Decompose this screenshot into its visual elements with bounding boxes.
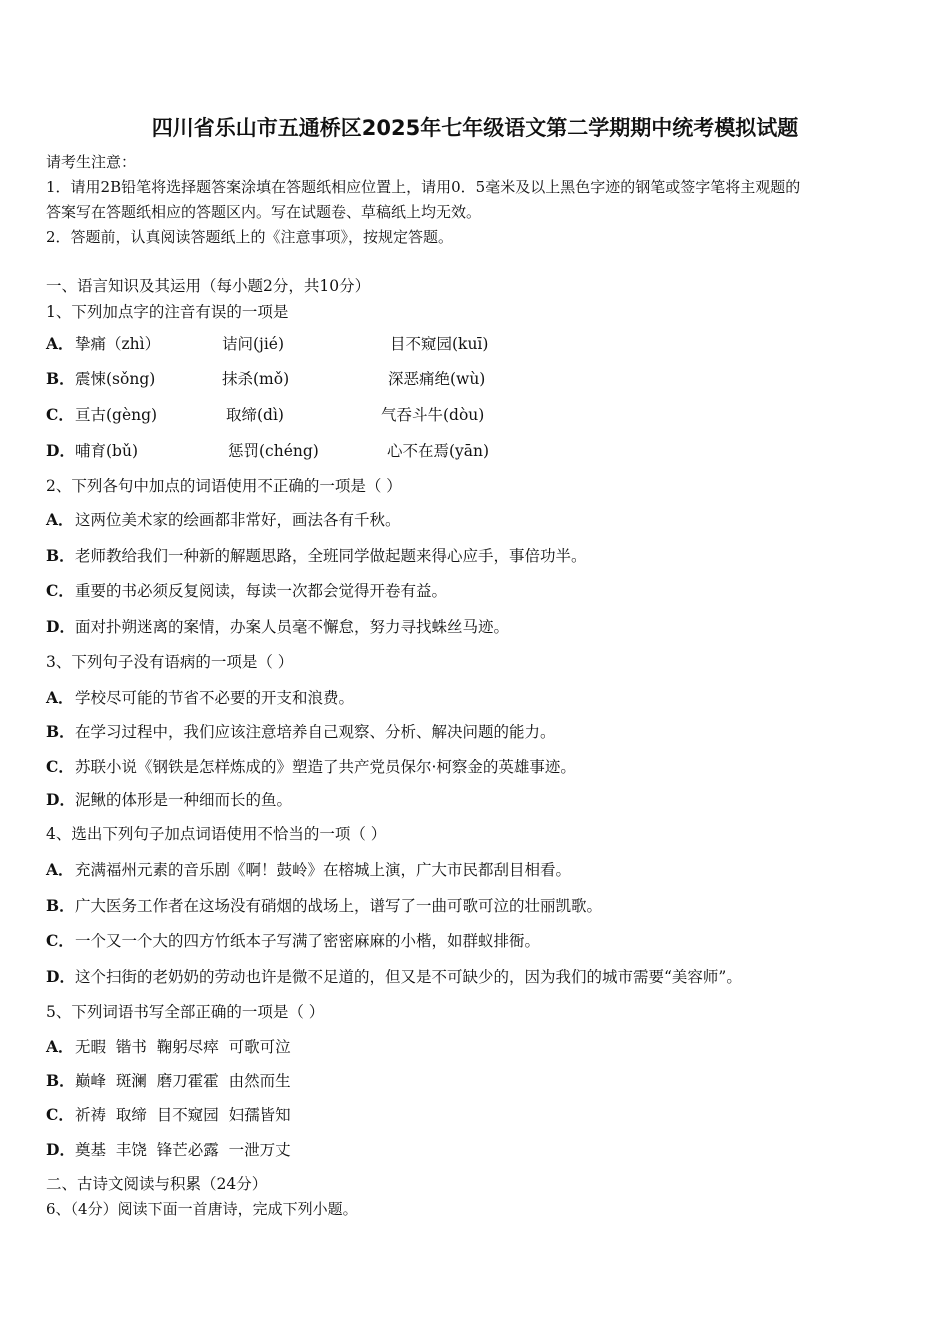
- option-a-word-3: 目不窥园(kuī): [390, 335, 489, 353]
- option-letter: A．: [46, 860, 74, 879]
- question-4-option-c: [46, 931, 540, 951]
- option-letter: B．: [46, 896, 75, 915]
- notice-item-1-line-2: 答案写在答题纸相应的答题区内。写在试题卷、草稿纸上均无效。: [46, 203, 482, 221]
- page-title: 四川省乐山市五通桥区2025年七年级语文第二学期期中统考模拟试题: [151, 116, 799, 140]
- question-4-option-d: [46, 967, 742, 987]
- option-letter: D．: [46, 967, 75, 986]
- question-2-option-b: [46, 546, 587, 566]
- option-letter: A．: [46, 334, 74, 353]
- question-1-option-c: [46, 405, 157, 425]
- option-text: 充满福州元素的音乐剧《啊！鼓岭》在榕城上演，广大市民都刮目相看。: [75, 861, 572, 879]
- question-3-option-d: [46, 790, 292, 810]
- option-c-word-3: 气吞斗牛(dòu): [381, 406, 485, 424]
- section-1-heading: 一、语言知识及其运用（每小题2分，共10分）: [46, 277, 371, 295]
- option-text: 无暇 锴书 鞠躬尽瘁 可歌可泣: [75, 1038, 291, 1056]
- option-b-word-3: 深恶痛绝(wù): [388, 370, 486, 388]
- option-letter: B．: [46, 369, 75, 388]
- option-d-word-1: 哺育(bǔ): [75, 442, 138, 460]
- question-5-option-b: [46, 1071, 291, 1091]
- option-text: 学校尽可能的节省不必要的开支和浪费。: [75, 689, 355, 707]
- option-b-word-2: 抹杀(mǒ): [222, 370, 290, 388]
- notice-heading: 请考生注意：: [46, 153, 137, 171]
- option-letter: D．: [46, 441, 75, 460]
- notice-item-2: 2．答题前，认真阅读答题纸上的《注意事项》，按规定答题。: [46, 228, 454, 246]
- question-2-option-d: [46, 617, 509, 637]
- option-text: 奠基 丰饶 锋芒必露 一泄万丈: [75, 1141, 291, 1159]
- question-4-option-b: [46, 896, 602, 916]
- option-text: 老师教给我们一种新的解题思路，全班同学做起题来得心应手，事倍功半。: [75, 547, 587, 565]
- option-a-word-1: 挚痛（zhì）: [75, 335, 161, 353]
- option-text: 在学习过程中，我们应该注意培养自己观察、分析、解决问题的能力。: [75, 723, 556, 741]
- option-letter: C．: [46, 1105, 74, 1124]
- question-3-stem: 3、下列句子没有语病的一项是（ ）: [46, 653, 294, 671]
- option-b-word-1: 震悚(sǒng): [75, 370, 156, 388]
- option-letter: C．: [46, 757, 74, 776]
- option-letter: D．: [46, 1140, 75, 1159]
- question-1-stem: 1、下列加点字的注音有误的一项是: [46, 303, 289, 321]
- option-c-word-2: 取缔(dì): [226, 406, 284, 424]
- section-2-heading: 二、古诗文阅读与积累（24分）: [46, 1175, 268, 1193]
- option-letter: A．: [46, 510, 74, 529]
- question-5-stem: 5、下列词语书写全部正确的一项是（ ）: [46, 1003, 325, 1021]
- question-4-option-a: [46, 860, 571, 880]
- question-6-stem: 6、（4分）阅读下面一首唐诗，完成下列小题。: [46, 1200, 358, 1218]
- option-letter: C．: [46, 581, 74, 600]
- option-letter: B．: [46, 546, 75, 565]
- option-text: 苏联小说《钢铁是怎样炼成的》塑造了共产党员保尔·柯察金的英雄事迹。: [75, 758, 576, 776]
- option-text: 泥鳅的体形是一种细而长的鱼。: [75, 791, 293, 809]
- option-letter: D．: [46, 790, 75, 809]
- question-1-option-b: [46, 369, 155, 389]
- option-letter: C．: [46, 931, 74, 950]
- option-c-word-1: 亘古(gèng): [75, 406, 158, 424]
- question-1-option-a: [46, 334, 160, 354]
- option-d-word-2: 惩罚(chéng): [228, 442, 319, 460]
- option-text: 祈祷 取缔 目不窥园 妇孺皆知: [75, 1106, 291, 1124]
- question-3-option-b: [46, 722, 556, 742]
- option-a-word-2: 诘问(jié): [222, 335, 285, 353]
- question-2-stem: 2、下列各句中加点的词语使用不正确的一项是（ ）: [46, 477, 402, 495]
- option-text: 巅峰 斑澜 磨刀霍霍 由然而生: [75, 1072, 291, 1090]
- question-4-stem: 4、选出下列句子加点词语使用不恰当的一项（ ）: [46, 825, 387, 843]
- question-3-option-a: [46, 688, 354, 708]
- option-text: 这个扫街的老奶奶的劳动也许是微不足道的，但又是不可缺少的，因为我们的城市需要“美容师”。: [75, 968, 742, 986]
- option-text: 这两位美术家的绘画都非常好，画法各有千秋。: [75, 511, 401, 529]
- option-text: 面对扑朔迷离的案情，办案人员毫不懈怠，努力寻找蛛丝马迹。: [75, 618, 510, 636]
- option-text: 重要的书必须反复阅读，每读一次都会觉得开卷有益。: [75, 582, 448, 600]
- notice-item-1-line-1: 1．请用2B铅笔将选择题答案涂填在答题纸相应位置上，请用0．5毫米及以上黑色字迹的钢笔或签字笔将主观题的: [46, 178, 801, 196]
- option-letter: A．: [46, 1037, 74, 1056]
- option-letter: B．: [46, 722, 75, 741]
- option-letter: B．: [46, 1071, 75, 1090]
- question-5-option-c: [46, 1105, 291, 1125]
- question-5-option-a: [46, 1037, 291, 1057]
- option-d-word-3: 心不在焉(yān): [387, 442, 490, 460]
- question-2-option-a: [46, 510, 401, 530]
- option-text: 广大医务工作者在这场没有硝烟的战场上，谱写了一曲可歌可泣的壮丽凯歌。: [75, 897, 603, 915]
- question-2-option-c: [46, 581, 447, 601]
- option-letter: D．: [46, 617, 75, 636]
- question-1-option-d: [46, 441, 138, 461]
- question-5-option-d: [46, 1140, 291, 1160]
- question-3-option-c: [46, 757, 576, 777]
- option-letter: A．: [46, 688, 74, 707]
- option-text: 一个又一个大的四方竹纸本子写满了密密麻麻的小楷，如群蚁排衙。: [75, 932, 541, 950]
- option-letter: C．: [46, 405, 74, 424]
